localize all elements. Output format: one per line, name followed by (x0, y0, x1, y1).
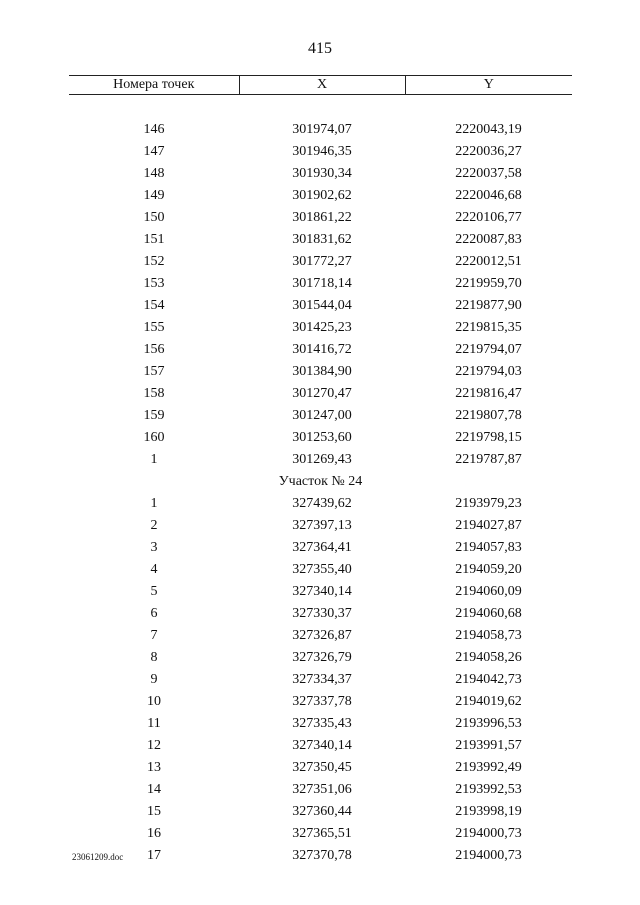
x-coordinate-cell: 327335,43 (292, 716, 352, 731)
column-header-x: X (239, 76, 405, 95)
x-coordinate-cell: 301831,62 (292, 232, 352, 247)
table-body (69, 95, 572, 868)
x-coordinate-cell: 327337,78 (292, 694, 352, 709)
point-number-cell: 153 (143, 276, 165, 291)
table-row (69, 119, 572, 141)
x-coordinate-cell: 301861,22 (292, 210, 352, 225)
x-coordinate-cell: 301544,04 (292, 298, 352, 313)
y-coordinate-cell: 2194042,73 (455, 672, 522, 687)
point-number-cell: 152 (143, 254, 165, 269)
point-number-cell: 5 (150, 584, 158, 599)
point-number-cell: 151 (143, 232, 165, 247)
table-header-row (69, 76, 572, 95)
table-row (69, 823, 572, 845)
x-coordinate-cell: 301253,60 (292, 430, 352, 445)
y-coordinate-cell: 2220106,77 (455, 210, 522, 225)
point-number-cell: 8 (150, 650, 158, 665)
y-coordinate-cell: 2194059,20 (455, 562, 522, 577)
x-coordinate-cell: 327326,79 (292, 650, 352, 665)
point-number-cell: 16 (147, 826, 161, 841)
y-coordinate-cell: 2219816,47 (455, 386, 522, 401)
x-coordinate-cell: 327439,62 (292, 496, 352, 511)
table-row (69, 647, 572, 669)
x-coordinate-cell: 327360,44 (292, 804, 352, 819)
x-coordinate-cell: 301384,90 (292, 364, 352, 379)
x-coordinate-cell: 301247,00 (292, 408, 352, 423)
table-row (69, 603, 572, 625)
y-coordinate-cell: 2194057,83 (455, 540, 522, 555)
point-number-cell: 159 (143, 408, 165, 423)
y-coordinate-cell: 2193979,23 (455, 496, 522, 511)
table-row (69, 779, 572, 801)
x-coordinate-cell: 301416,72 (292, 342, 352, 357)
point-number-cell: 155 (143, 320, 165, 335)
y-coordinate-cell: 2194000,73 (455, 826, 522, 841)
table-row (69, 251, 572, 273)
point-number-cell: 6 (150, 606, 158, 621)
x-coordinate-cell: 327340,14 (292, 738, 352, 753)
point-number-cell: 14 (147, 782, 161, 797)
table-row (69, 713, 572, 735)
point-number-cell: 12 (147, 738, 161, 753)
x-coordinate-cell: 301772,27 (292, 254, 352, 269)
y-coordinate-cell: 2220036,27 (455, 144, 522, 159)
table-row (69, 581, 572, 603)
table-row (69, 405, 572, 427)
y-coordinate-cell: 2193992,53 (455, 782, 522, 797)
y-coordinate-cell: 2193998,19 (455, 804, 522, 819)
y-coordinate-cell: 2194000,73 (455, 848, 522, 863)
point-number-cell: 1 (150, 496, 158, 511)
point-number-cell: 146 (143, 122, 165, 137)
x-coordinate-cell: 301269,43 (292, 452, 352, 467)
table-row (69, 207, 572, 229)
point-number-cell: 147 (143, 144, 165, 159)
page-number: 415 (308, 40, 332, 57)
point-number-cell: 158 (143, 386, 165, 401)
point-number-cell: 154 (143, 298, 165, 313)
point-number-cell: 10 (147, 694, 161, 709)
x-coordinate-cell: 327364,41 (292, 540, 352, 555)
point-number-cell: 9 (150, 672, 158, 687)
x-coordinate-cell: 327355,40 (292, 562, 352, 577)
table-row (69, 185, 572, 207)
x-coordinate-cell: 301946,35 (292, 144, 352, 159)
coordinates-table (69, 75, 572, 867)
table-row (69, 493, 572, 515)
table-row (69, 361, 572, 383)
x-coordinate-cell: 327397,13 (292, 518, 352, 533)
y-coordinate-cell: 2220046,68 (455, 188, 522, 203)
y-coordinate-cell: 2219798,15 (455, 430, 522, 445)
point-number-cell: 160 (143, 430, 165, 445)
point-number-cell: 2 (150, 518, 158, 533)
table-row (69, 845, 572, 867)
point-number-cell: 15 (147, 804, 161, 819)
y-coordinate-cell: 2220043,19 (455, 122, 522, 137)
y-coordinate-cell: 2219815,35 (455, 320, 522, 335)
table-row (69, 669, 572, 691)
y-coordinate-cell: 2219787,87 (455, 452, 522, 467)
table-row (69, 801, 572, 823)
y-coordinate-cell: 2194058,26 (455, 650, 522, 665)
spacer-cell (69, 95, 572, 120)
table-row (69, 383, 572, 405)
section-title-row (69, 471, 572, 493)
x-coordinate-cell: 327350,45 (292, 760, 352, 775)
table-row (69, 273, 572, 295)
table-row (69, 141, 572, 163)
x-coordinate-cell: 327351,06 (292, 782, 352, 797)
x-coordinate-cell: 327340,14 (292, 584, 352, 599)
table-row (69, 317, 572, 339)
table-row (69, 295, 572, 317)
table-row (69, 339, 572, 361)
y-coordinate-cell: 2219877,90 (455, 298, 522, 313)
point-number-cell: 7 (150, 628, 158, 643)
y-coordinate-cell: 2194058,73 (455, 628, 522, 643)
table-row (69, 691, 572, 713)
table-row (69, 427, 572, 449)
y-coordinate-cell: 2194060,09 (455, 584, 522, 599)
y-coordinate-cell: 2194019,62 (455, 694, 522, 709)
y-coordinate-cell: 2220087,83 (455, 232, 522, 247)
y-coordinate-cell: 2193992,49 (455, 760, 522, 775)
y-coordinate-cell: 2219794,03 (455, 364, 522, 379)
document-filename: 23061209.doc (72, 852, 124, 862)
y-coordinate-cell: 2219807,78 (455, 408, 522, 423)
table-row (69, 537, 572, 559)
y-coordinate-cell: 2193996,53 (455, 716, 522, 731)
table-row (69, 625, 572, 647)
table-row (69, 229, 572, 251)
table-row (69, 449, 572, 471)
y-coordinate-cell: 2220037,58 (455, 166, 522, 181)
table-row (69, 515, 572, 537)
point-number-cell: 13 (147, 760, 161, 775)
spacer-row (69, 95, 572, 120)
y-coordinate-cell: 2219959,70 (455, 276, 522, 291)
point-number-cell: 3 (150, 540, 158, 555)
x-coordinate-cell: 327330,37 (292, 606, 352, 621)
x-coordinate-cell: 327365,51 (292, 826, 352, 841)
x-coordinate-cell: 301902,62 (292, 188, 352, 203)
column-header-point-number: Номера точек (69, 76, 239, 95)
column-header-y: Y (405, 76, 572, 95)
x-coordinate-cell: 301270,47 (292, 386, 352, 401)
x-coordinate-cell: 301718,14 (292, 276, 352, 291)
point-number-cell: 17 (147, 848, 161, 863)
x-coordinate-cell: 301974,07 (292, 122, 352, 137)
point-number-cell: 150 (143, 210, 165, 225)
x-coordinate-cell: 327326,87 (292, 628, 352, 643)
point-number-cell: 148 (143, 166, 165, 181)
table-row (69, 163, 572, 185)
point-number-cell: 4 (150, 562, 158, 577)
point-number-cell: 157 (143, 364, 165, 379)
x-coordinate-cell: 327334,37 (292, 672, 352, 687)
y-coordinate-cell: 2194060,68 (455, 606, 522, 621)
point-number-cell: 11 (147, 716, 161, 731)
point-number-cell: 1 (150, 452, 158, 467)
y-coordinate-cell: 2220012,51 (455, 254, 522, 269)
y-coordinate-cell: 2219794,07 (455, 342, 522, 357)
y-coordinate-cell: 2194027,87 (455, 518, 522, 533)
point-number-cell: 149 (143, 188, 165, 203)
x-coordinate-cell: 301930,34 (292, 166, 352, 181)
table-row (69, 559, 572, 581)
section-title: Участок № 24 (278, 474, 363, 489)
x-coordinate-cell: 301425,23 (292, 320, 352, 335)
x-coordinate-cell: 327370,78 (292, 848, 352, 863)
point-number-cell: 156 (143, 342, 165, 357)
table-row (69, 735, 572, 757)
table-row (69, 757, 572, 779)
y-coordinate-cell: 2193991,57 (455, 738, 522, 753)
